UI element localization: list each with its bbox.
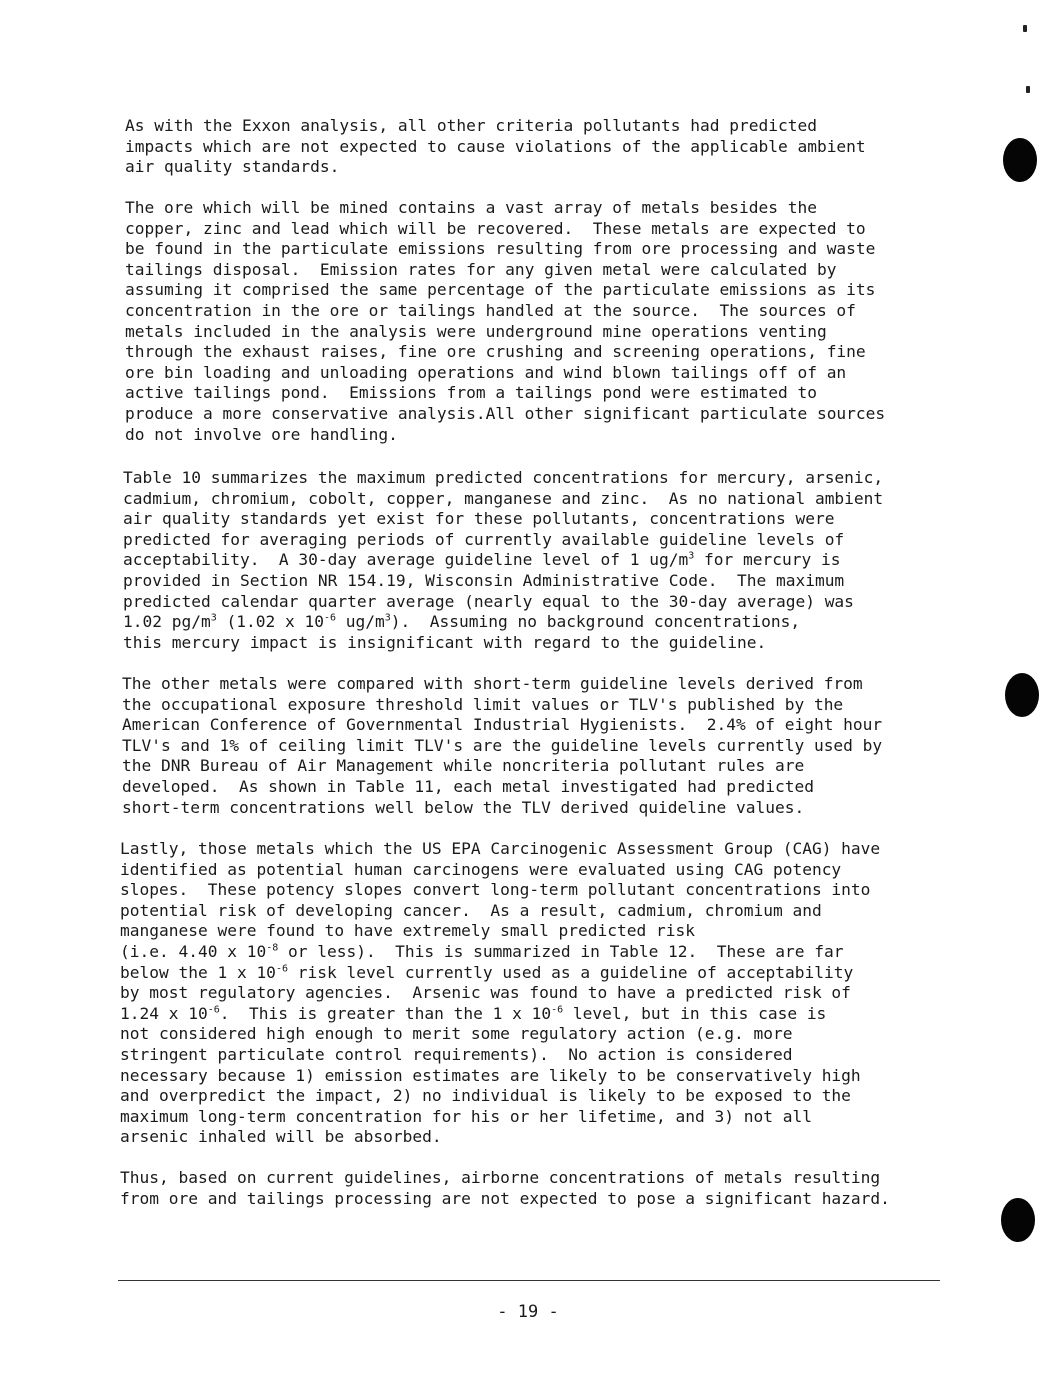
paragraph-conclusion bbox=[120, 1168, 890, 1209]
text-line: do not involve ore handling. bbox=[125, 424, 398, 444]
text-line: short-term concentrations well below the TLV derived quideline values. bbox=[122, 797, 805, 817]
text-line: As with the Exxon analysis, all other criteria pollutants had predicted bbox=[125, 116, 817, 135]
text-line: necessary because 1) emission estimates are likely to be conservatively high bbox=[120, 1065, 861, 1085]
text-line: American Conference of Governmental Industrial Hygienists. 2.4% of eight hour bbox=[122, 715, 883, 735]
text-line: slopes. These potency slopes convert long-term pollutant concentrations into bbox=[120, 880, 871, 900]
text-run: 1.02 pg/m bbox=[123, 612, 211, 632]
scan-speck bbox=[1023, 25, 1027, 32]
text-line: stringent particulate control requirements). No action is considered bbox=[120, 1044, 793, 1064]
text-line bbox=[120, 942, 880, 963]
binder-hole-punch bbox=[1001, 1198, 1035, 1242]
text-line: Thus, based on current guidelines, airborne concentrations of metals resulting bbox=[120, 1168, 881, 1187]
page-number: - 19 - bbox=[497, 1302, 559, 1322]
text-line: arsenic inhaled will be absorbed. bbox=[120, 1127, 442, 1147]
text-line: The ore which will be mined contains a vast array of metals besides the bbox=[125, 198, 817, 217]
paragraph-table-10-mercury bbox=[123, 468, 883, 653]
text-line bbox=[120, 963, 880, 984]
text-line: The other metals were compared with short-term guideline levels derived from bbox=[122, 674, 863, 693]
superscript: -6 bbox=[275, 963, 288, 975]
text-line: air quality standards yet exist for these pollutants, concentrations were bbox=[123, 509, 835, 529]
text-line: potential risk of developing cancer. As a result, cadmium, chromium and bbox=[120, 900, 822, 920]
text-line: through the exhaust raises, fine ore crushing and screening operations, fine bbox=[125, 342, 866, 362]
text-line: by most regulatory agencies. Arsenic was found to have a predicted risk of bbox=[120, 983, 851, 1003]
text-line: the occupational exposure threshold limit values or TLV's published by the bbox=[122, 694, 844, 714]
text-line: TLV's and 1% of ceiling limit TLV's are the guideline levels currently used by bbox=[122, 735, 883, 755]
text-line: copper, zinc and lead which will be recovered. These metals are expected to bbox=[125, 218, 866, 238]
text-line: developed. As shown in Table 11, each metal investigated had predicted bbox=[122, 776, 814, 796]
text-line bbox=[123, 612, 883, 633]
text-run: risk level currently used as a guideline of acceptability bbox=[287, 962, 854, 982]
text-line: Lastly, those metals which the US EPA Carcinogenic Assessment Group (CAG) have bbox=[120, 839, 881, 858]
text-run: (i.e. 4.40 x 10 bbox=[120, 941, 267, 961]
paragraph-tlv-guidelines bbox=[122, 674, 882, 818]
text-line: this mercury impact is insignificant with regard to the guideline. bbox=[123, 632, 767, 652]
footer-rule bbox=[118, 1280, 940, 1281]
text-run: ). Assuming no background concentrations, bbox=[390, 612, 801, 632]
text-run: for mercury is bbox=[694, 550, 841, 570]
binder-hole-punch bbox=[1005, 673, 1039, 717]
text-line: predicted for averaging periods of currently available guideline levels of bbox=[123, 529, 845, 549]
text-line: and overpredict the impact, 2) no individual is likely to be exposed to the bbox=[120, 1086, 851, 1106]
text-run: . This is greater than the 1 x 10 bbox=[219, 1003, 552, 1023]
paragraph-carcinogen-risk bbox=[120, 839, 880, 1148]
superscript: -6 bbox=[551, 1004, 564, 1016]
scan-speck bbox=[1026, 86, 1030, 93]
text-run: ug/m bbox=[336, 612, 385, 632]
binder-hole-punch bbox=[1003, 138, 1037, 182]
text-line: impacts which are not expected to cause violations of the applicable ambient bbox=[125, 136, 866, 156]
superscript: 3 bbox=[210, 612, 217, 624]
text-run: level, but in this case is bbox=[563, 1003, 827, 1023]
text-run: below the 1 x 10 bbox=[120, 962, 276, 982]
superscript: -6 bbox=[323, 612, 336, 624]
paragraph-ore-metals bbox=[125, 198, 885, 445]
text-line: Table 10 summarizes the maximum predicted concentrations for mercury, arsenic, bbox=[123, 468, 884, 487]
text-line: predicted calendar quarter average (nearly equal to the 30-day average) was bbox=[123, 591, 854, 611]
text-line bbox=[123, 550, 883, 571]
text-run: acceptability. A 30-day average guideline level of 1 ug/m bbox=[123, 550, 689, 570]
text-line: metals included in the analysis were underground mine operations venting bbox=[125, 321, 827, 341]
text-line: ore bin loading and unloading operations and wind blown tailings off of an bbox=[125, 362, 847, 382]
superscript: -8 bbox=[266, 942, 279, 954]
paragraph-criteria-pollutants bbox=[125, 116, 866, 178]
text-line: identified as potential human carcinogens were evaluated using CAG potency bbox=[120, 859, 842, 879]
text-run: 1.24 x 10 bbox=[120, 1003, 208, 1023]
text-line: cadmium, chromium, cobolt, copper, manganese and zinc. As no national ambient bbox=[123, 488, 884, 508]
text-line bbox=[120, 1004, 880, 1025]
text-line: tailings disposal. Emission rates for any given metal were calculated by bbox=[125, 259, 837, 279]
text-line: from ore and tailings processing are not expected to pose a significant hazard. bbox=[120, 1188, 890, 1208]
superscript: -6 bbox=[207, 1004, 220, 1016]
superscript: 3 bbox=[688, 550, 695, 562]
text-line: be found in the particulate emissions resulting from ore processing and waste bbox=[125, 239, 876, 259]
text-line: assuming it comprised the same percentage of the particulate emissions as its bbox=[125, 280, 876, 300]
text-run: (1.02 x 10 bbox=[216, 612, 324, 632]
text-line: maximum long-term concentration for his or her lifetime, and 3) not all bbox=[120, 1106, 812, 1126]
text-line: not considered high enough to merit some regulatory action (e.g. more bbox=[120, 1024, 793, 1044]
text-line: the DNR Bureau of Air Management while noncriteria pollutant rules are bbox=[122, 756, 805, 776]
text-line: air quality standards. bbox=[125, 157, 340, 177]
superscript: 3 bbox=[384, 612, 391, 624]
text-run: or less). This is summarized in Table 12. These are far bbox=[278, 941, 844, 961]
text-line: manganese were found to have extremely small predicted risk bbox=[120, 921, 695, 941]
text-line: provided in Section NR 154.19, Wisconsin Administrative Code. The maximum bbox=[123, 570, 845, 590]
text-line: concentration in the ore or tailings handled at the source. The sources of bbox=[125, 300, 856, 320]
text-line: produce a more conservative analysis.All other significant particulate sources bbox=[125, 403, 886, 423]
text-line: active tailings pond. Emissions from a tailings pond were estimated to bbox=[125, 383, 817, 403]
